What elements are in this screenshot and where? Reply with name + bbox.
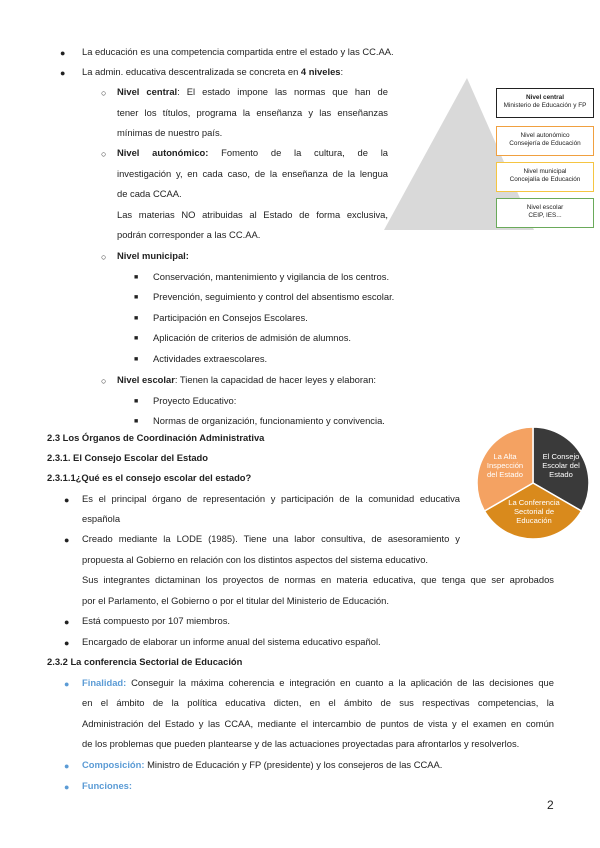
organs-pie-diagram: [472, 424, 600, 553]
section-heading: 2.3.1. El Consejo Escolar del Estado: [47, 452, 208, 463]
pie-chart: [472, 424, 600, 546]
text-line: Encargado de elaborar un informe anual del sistema educativo español.: [82, 636, 381, 647]
square-bullet-icon: ■: [134, 356, 139, 363]
text-line: española: [82, 513, 121, 524]
bullet-icon: ●: [64, 782, 70, 792]
bullet-icon: ●: [64, 761, 70, 771]
list-item: Actividades extraescolares.: [153, 353, 268, 364]
circle-bullet-icon: ○: [101, 252, 107, 262]
text-line: Nivel municipal:: [117, 250, 189, 261]
pyramid-level-autonomico: Nivel autonómico Consejería de Educación: [496, 126, 594, 156]
text-line: Administración del Estado y las CCAA, mediante el intercambio de puntos de vista y el examen en común: [82, 718, 554, 729]
section-heading: 2.3 Los Órganos de Coordinación Administrativa: [47, 432, 265, 443]
levels-pyramid: [384, 78, 594, 245]
text-line: Creado mediante la LODE (1985). Tiene una labor consultiva, de asesoramiento y: [82, 533, 460, 544]
bullet-icon: ●: [64, 617, 70, 627]
bullet-icon: ●: [64, 495, 70, 505]
text-line: por el Parlamento, el Gobierno o por el titular del Ministerio de Educación.: [82, 595, 389, 606]
text-line: de los problemas que pueden plantearse y de las actuaciones proyectadas para afrontarlos y resolverlos.: [82, 738, 520, 749]
square-bullet-icon: ■: [134, 418, 139, 425]
text-line: Las materias NO atribuidas al Estado de forma exclusiva,: [117, 209, 388, 220]
list-item: Conservación, mantenimiento y vigilancia de los centros.: [153, 271, 390, 282]
bullet-icon: ●: [64, 535, 70, 545]
text-line: Sus integrantes dictaminan los proyectos de normas en materia educativa, que tenga que ser aprobados: [82, 574, 554, 585]
text-line: investigación y, en cada caso, de la enseñanza de la lengua: [117, 168, 388, 179]
text-line: Nivel autonómico: Fomento de la cultura, de la: [117, 147, 388, 158]
bullet-icon: ●: [60, 68, 66, 78]
text-line: Finalidad: Conseguir la máxima coherencia e integración en cuanto a la aplicación de las decisiones que: [82, 677, 554, 688]
text-line: La admin. educativa descentralizada se concreta en 4 niveles:: [82, 66, 344, 77]
page-number: 2: [547, 798, 554, 812]
list-item: Aplicación de criterios de admisión de alumnos.: [153, 332, 352, 343]
subsection-heading: 2.3.1.1¿Qué es el consejo escolar del estado?: [47, 472, 252, 483]
bullet-icon: ●: [64, 638, 70, 648]
pyramid-level-municipal: Nivel municipal Concejalía de Educación: [496, 162, 594, 192]
list-item: Proyecto Educativo:: [153, 395, 237, 406]
pyramid-level-escolar: Nivel escolar CEIP, IES...: [496, 198, 594, 228]
text-line: Es el principal órgano de representación y participación de la comunidad educativa: [82, 493, 460, 504]
square-bullet-icon: ■: [134, 294, 139, 301]
circle-bullet-icon: ○: [101, 376, 107, 386]
list-item: Participación en Consejos Escolares.: [153, 312, 308, 323]
circle-bullet-icon: ○: [101, 88, 107, 98]
circle-bullet-icon: ○: [101, 149, 107, 159]
list-item: Normas de organización, funcionamiento y convivencia.: [153, 415, 385, 426]
text-line: Composición: Ministro de Educación y FP (presidente) y los consejeros de las CCAA.: [82, 759, 443, 770]
bullet-icon: ●: [60, 48, 66, 58]
pie-label-conferencia: La Conferencia Sectorial de Educación: [508, 498, 560, 525]
text-line: mínimas de nuestro país.: [117, 127, 223, 138]
pie-label-alta-inspeccion: La Alta Inspección del Estado: [486, 452, 524, 479]
text-line: Funciones:: [82, 780, 133, 791]
text-line: en el ámbito de la política educativa dicten, en el ámbito de sus respectivas competencias, la: [82, 697, 554, 708]
pie-label-consejo: El Consejo Escolar del Estado: [542, 452, 580, 479]
text-line: Nivel escolar: Tienen la capacidad de hacer leyes y elaboran:: [117, 374, 377, 385]
square-bullet-icon: ■: [134, 315, 139, 322]
square-bullet-icon: ■: [134, 335, 139, 342]
text-line: propuesta al Gobierno en relación con los distintos aspectos del sistema educativo.: [82, 554, 429, 565]
square-bullet-icon: ■: [134, 274, 139, 281]
text-line: Nivel central: El estado impone las normas que han de: [117, 86, 388, 97]
text-line: La educación es una competencia compartida entre el estado y las CC.AA.: [82, 46, 394, 57]
pyramid-level-central: Nivel central Ministerio de Educación y FP: [496, 88, 594, 118]
text-line: podrán corresponder a las CC.AA.: [117, 229, 261, 240]
text-line: tener los títulos, programa la enseñanza y las enseñanzas: [117, 107, 388, 118]
square-bullet-icon: ■: [134, 398, 139, 405]
section-heading: 2.3.2 La conferencia Sectorial de Educación: [47, 656, 243, 667]
text-line: Está compuesto por 107 miembros.: [82, 615, 230, 626]
text-line: de cada CCAA.: [117, 188, 182, 199]
list-item: Prevención, seguimiento y control del absentismo escolar.: [153, 291, 395, 302]
bullet-icon: ●: [64, 679, 70, 689]
